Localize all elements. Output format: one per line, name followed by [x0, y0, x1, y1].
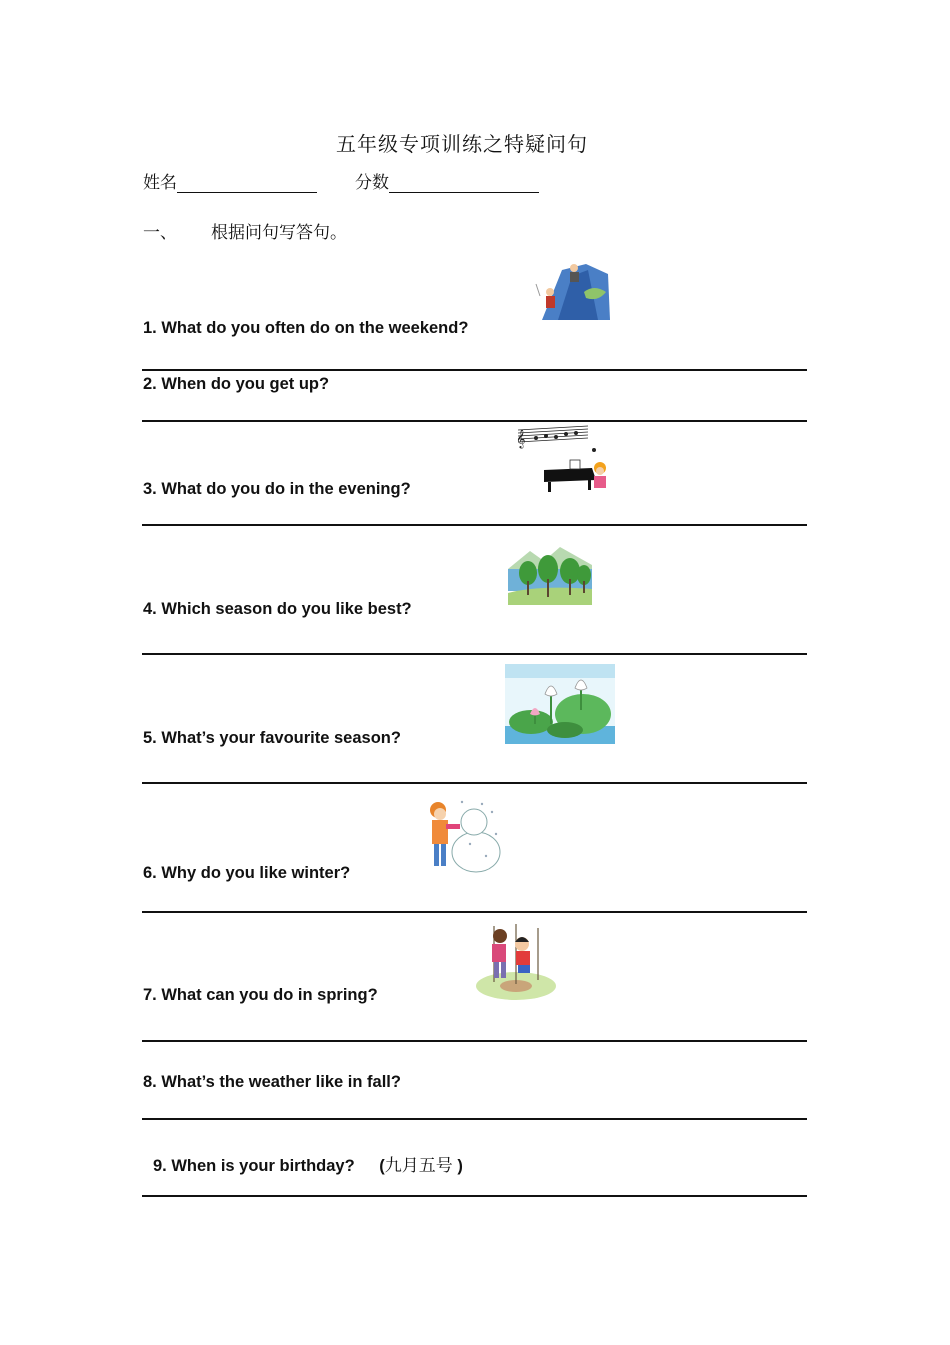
question-4: 4. Which season do you like best? — [143, 600, 412, 618]
question-5: 5. What’s your favourite season? — [143, 729, 401, 747]
answer-line-1[interactable] — [142, 369, 807, 371]
answer-line-6[interactable] — [142, 911, 807, 913]
question-6: 6. Why do you like winter? — [143, 864, 351, 882]
score-label: 分数 — [355, 173, 389, 193]
lake-trees-picture — [508, 543, 592, 605]
svg-text:𝄞: 𝄞 — [516, 429, 526, 448]
answer-line-9[interactable] — [142, 1195, 807, 1197]
page-title: 五年级专项训练之特疑问句 — [336, 132, 588, 156]
snowman-picture — [422, 794, 504, 876]
question-7: 7. What can you do in spring? — [143, 986, 378, 1004]
question-9-hint: 九月五号 — [384, 1156, 453, 1176]
section-instruction: 根据问句写答句。 — [211, 223, 347, 243]
question-2: 2. When do you get up? — [143, 375, 330, 393]
score-blank[interactable] — [389, 174, 539, 193]
answer-line-2[interactable] — [142, 420, 807, 422]
question-9-hint-open: ( — [379, 1157, 385, 1175]
lotus-picture — [505, 664, 615, 744]
question-9 — [153, 1151, 463, 1176]
question-9-text: 9. When is your birthday? — [153, 1157, 355, 1175]
name-blank[interactable] — [177, 174, 317, 193]
climbing-picture — [528, 262, 612, 320]
answer-line-4[interactable] — [142, 653, 807, 655]
answer-line-7[interactable] — [142, 1040, 807, 1042]
tree-planting-picture — [472, 922, 558, 1002]
name-label: 姓名 — [143, 173, 177, 193]
name-field[interactable] — [143, 168, 317, 193]
answer-line-8[interactable] — [142, 1118, 807, 1120]
question-8: 8. What’s the weather like in fall? — [143, 1073, 401, 1091]
answer-line-5[interactable] — [142, 782, 807, 784]
question-3: 3. What do you do in the evening? — [143, 480, 411, 498]
answer-line-3[interactable] — [142, 524, 807, 526]
section-number: 一、 — [143, 223, 177, 243]
piano-picture — [514, 424, 614, 496]
question-9-hint-close: ) — [452, 1157, 463, 1175]
score-field[interactable] — [355, 168, 539, 193]
question-1: 1. What do you often do on the weekend? — [143, 319, 469, 337]
